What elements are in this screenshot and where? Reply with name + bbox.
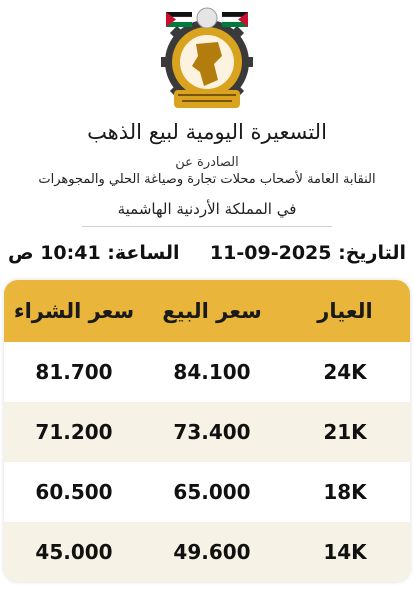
page-title: التسعيرة اليومية لبيع الذهب — [87, 120, 327, 144]
table-row — [4, 402, 410, 462]
sell-price-cell: 84.100 — [173, 360, 251, 384]
sell-price-cell: 49.600 — [173, 540, 251, 564]
karat-cell: 24K — [323, 360, 367, 384]
karat-cell: 21K — [323, 420, 367, 444]
union-logo — [152, 4, 262, 116]
date-text: التاريخ: 2025-09-11 — [209, 242, 406, 264]
table-row — [4, 462, 410, 522]
issued-by-text: الصادرة عن — [175, 155, 239, 170]
buy-price-cell: 60.500 — [35, 480, 113, 504]
divider — [82, 226, 332, 227]
buy-price-cell: 45.000 — [35, 540, 113, 564]
column-header-sell: سعر البيع — [162, 299, 262, 323]
karat-cell: 14K — [323, 540, 367, 564]
karat-cell: 18K — [323, 480, 367, 504]
union-name-text: النقابة العامة لأصحاب محلات تجارة وصياغة الحلي والمجوهرات — [38, 172, 376, 187]
time-text: الساعة: 10:41 ص — [8, 242, 180, 264]
sell-price-cell: 73.400 — [173, 420, 251, 444]
column-header-buy: سعر الشراء — [13, 299, 135, 323]
price-table — [4, 280, 410, 582]
table-row — [4, 342, 410, 402]
buy-price-cell: 81.700 — [35, 360, 113, 384]
column-header-karat: العيار — [317, 299, 373, 323]
datetime-line — [8, 242, 406, 268]
buy-price-cell: 71.200 — [35, 420, 113, 444]
country-text: في المملكة الأردنية الهاشمية — [117, 200, 297, 218]
union-emblem-icon — [152, 4, 262, 116]
sell-price-cell: 65.000 — [173, 480, 251, 504]
table-header — [4, 280, 410, 342]
table-row — [4, 522, 410, 582]
